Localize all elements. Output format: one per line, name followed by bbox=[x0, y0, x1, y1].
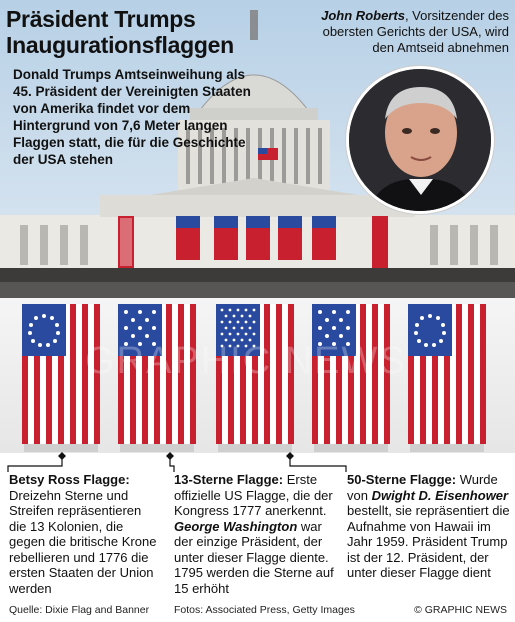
copyright: © GRAPHIC NEWS bbox=[414, 604, 507, 616]
caption-text: , Vorsitzender des obersten Gerichts der USA, wird den Amtseid abnehmen bbox=[322, 8, 509, 55]
fifty-star-flag-center bbox=[214, 304, 296, 450]
photo-credit: Fotos: Associated Press, Getty Images bbox=[174, 604, 355, 616]
fifty-star-text-b: bestellt, sie repräsentiert die Aufnahme von Hawaii im Jahr 1959. Präsident Trump ist der 12. Präsident, der unter dieser Flagge dient bbox=[347, 503, 510, 580]
george-washington-name: George Washington bbox=[174, 518, 298, 534]
watermark: GRAPHIC NEWS bbox=[85, 340, 407, 382]
source-credit: Quelle: Dixie Flag and Banner bbox=[9, 604, 150, 616]
john-roberts-portrait bbox=[346, 66, 494, 214]
fifty-star-text-a: Wurde von bbox=[347, 472, 498, 503]
betsy-ross-description bbox=[9, 472, 159, 596]
betsy-ross-text: Dreizehn Sterne und Streifen repräsentieren die 13 Kolonien, die gegen die britische Krone rebellieren und 1776 die ersten Staaten der Union werden bbox=[9, 487, 157, 596]
eisenhower-name: Dwight D. Eisenhower bbox=[371, 487, 509, 503]
title-line-2: Inaugurationsflaggen bbox=[6, 32, 234, 58]
betsy-ross-heading: Betsy Ross Flagge: bbox=[9, 472, 130, 487]
flags-row bbox=[0, 298, 515, 453]
fifty-star-heading: 50-Sterne Flagge: bbox=[347, 472, 457, 487]
betsy-ross-flag bbox=[20, 304, 102, 450]
thirteen-star-text-a: Erste offizielle US Flagge, die der Kongress 1777 anerkennt. bbox=[174, 472, 333, 518]
thirteen-star-flag-left bbox=[116, 304, 198, 450]
intro-text: Donald Trumps Amtseinweihung als 45. Präsident der Vereinigten Staaten von Amerika findet vor dem Hintergrund von 7,6 Meter langen Flaggen statt, die für die Geschichte der USA stehen bbox=[13, 67, 251, 167]
thirteen-star-description bbox=[174, 472, 344, 596]
portrait-caption bbox=[309, 8, 509, 56]
thirteen-star-flag-right bbox=[310, 304, 392, 450]
page-title bbox=[6, 6, 234, 58]
thirteen-star-heading: 13-Sterne Flagge: bbox=[174, 472, 284, 487]
footer bbox=[0, 602, 515, 620]
betsy-ross-flag-right bbox=[406, 304, 488, 450]
thirteen-star-text-b: war der einzige Präsident, der unter dieser Flagge diente. 1795 werden die Sterne auf 15 erhöht bbox=[174, 518, 334, 596]
fifty-star-description bbox=[347, 472, 513, 581]
caption-name: John Roberts bbox=[321, 8, 405, 23]
title-line-1: Präsident Trumps bbox=[6, 6, 196, 32]
